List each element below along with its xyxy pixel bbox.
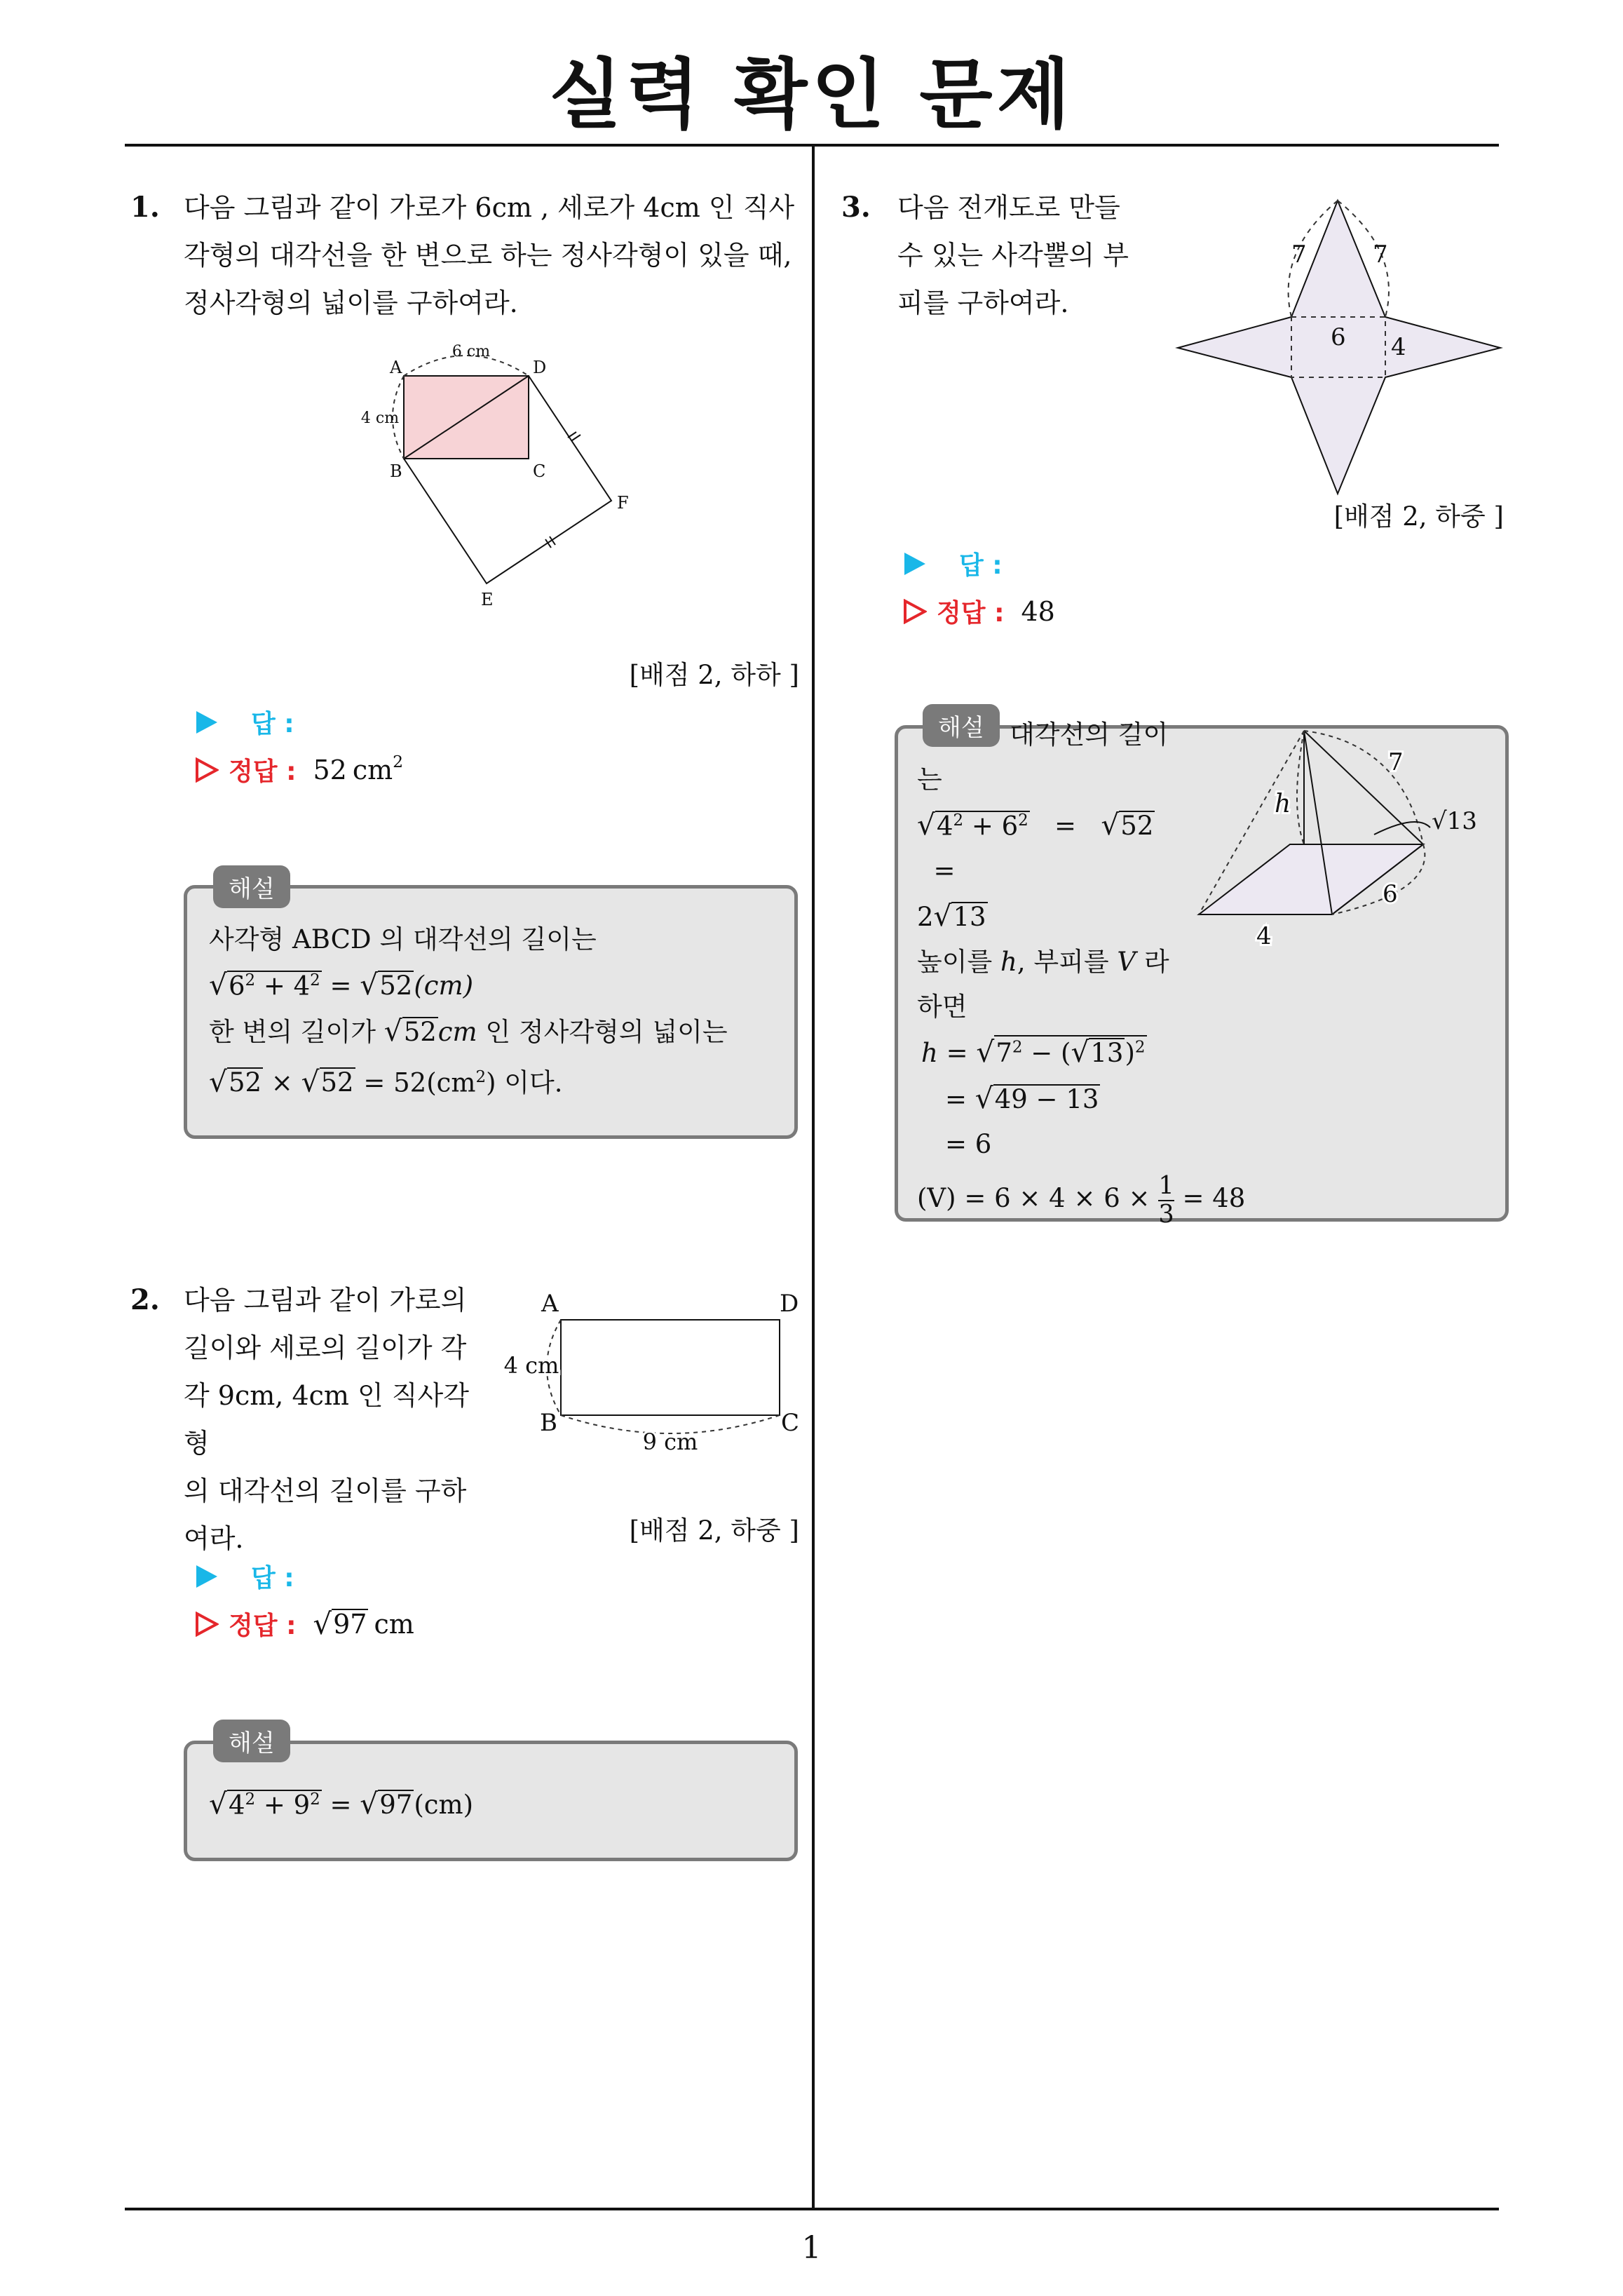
q1-answer-row: [196, 704, 294, 740]
q2-figure: [491, 1283, 813, 1459]
q1-correct-value: 52: [313, 754, 347, 785]
q1-sol-val: 52: [379, 971, 413, 1001]
q2-sol-eq: =: [330, 1790, 352, 1820]
q3-sol-line5-b: , 부피를: [1017, 947, 1109, 977]
q3-edge-right: 7: [1373, 241, 1388, 269]
q1-correct-unit: cm: [352, 754, 393, 785]
q3-sol-line5-v: V: [1117, 947, 1136, 977]
q3-fig-w: 6: [1383, 880, 1398, 908]
correct-triangle-icon: [903, 599, 927, 624]
q2-line: 각 9cm, 4cm 인 직사각형: [184, 1380, 469, 1459]
q3-fig-h: h: [1275, 790, 1291, 818]
q1-sol-line3-val: 52: [403, 1017, 437, 1047]
correct-triangle-icon: [195, 1612, 219, 1637]
q3-meta: [배점 2, 하중 ]: [1333, 501, 1504, 532]
q3-sol-line8-val: 49 − 13: [994, 1084, 1099, 1114]
q3-sol-line1: [917, 713, 1197, 757]
q3-sol-line4-val: 13: [953, 902, 986, 932]
q3-sol-line7-c: ): [1125, 1038, 1135, 1068]
q3-correct-value: 48: [1021, 595, 1055, 627]
q3-answer-row: [904, 546, 1003, 581]
q3-sol-sq-a: 4: [936, 811, 953, 841]
q3-sol-frac-num: 1: [1158, 1171, 1174, 1200]
q1-sol-line3-pre: 한 변의 길이가: [209, 1017, 376, 1047]
q1-sol-line3: 한 변의 길이가 √52cm 인 정사각형의 넓이는: [209, 1014, 728, 1048]
page-title: 실력 확인 문제: [548, 51, 1075, 139]
q2-answer-label: 답 :: [251, 1564, 294, 1593]
q3-answer-label: 답 :: [959, 551, 1003, 580]
q1-sol-eq: =: [330, 971, 352, 1001]
q2-label-C: C: [781, 1409, 800, 1437]
q1-sol-line4: $√52 \times √52 = 52(cm^2)$ 이다.: [209, 1065, 563, 1099]
q1-label-A: A: [390, 358, 402, 377]
q3-correct-label: 정답 :: [937, 599, 1005, 628]
q3-sol-line7: $h = √7^2 - (√13)^2$: [921, 1035, 1146, 1069]
q3-text: [897, 184, 1164, 327]
q1-sol-line4-a: 52: [228, 1067, 262, 1098]
q3-sol-line8: = √49 − 13: [945, 1081, 1099, 1115]
q1-sol-line1: 사각형 ABCD 의 대각선의 길이는: [209, 924, 597, 954]
column-divider: [812, 144, 815, 2209]
q1-meta: [배점 2, 하하 ]: [629, 660, 799, 690]
q2-sol-line: $√4^2 + 9^2 = √97(cm)$: [209, 1787, 474, 1821]
q3-base-h: 4: [1391, 333, 1406, 361]
q2-height-label: 4 cm: [503, 1352, 559, 1379]
q2-number: 2.: [130, 1283, 160, 1316]
q1-sol-line4-times: ×: [271, 1067, 293, 1098]
answer-triangle-icon: [904, 553, 925, 575]
answer-triangle-icon: [196, 711, 217, 734]
correct-triangle-icon: [195, 757, 219, 783]
q1-sol-line3-unit: cm: [437, 1017, 477, 1047]
q3-sol-line3: $√4^2 + 6^2$ = √52 =: [917, 808, 1154, 886]
q3-line: 수 있는 사각뿔의 부: [897, 240, 1129, 271]
q3-fig-diag-val: 13: [1446, 807, 1477, 835]
q3-sol-line7-a: 7: [996, 1038, 1012, 1068]
q3-sol-line5-c: 라: [1143, 947, 1169, 977]
q1-sol-unit: (cm): [414, 971, 474, 1001]
q2-sol-unit: (cm): [414, 1790, 474, 1820]
q3-sol-line10: [917, 1173, 1254, 1228]
q3-sol-line7-eq: =: [946, 1038, 968, 1068]
q3-base-w: 6: [1331, 323, 1346, 351]
q2-label-B: B: [540, 1409, 557, 1437]
q1-solution-tag: 해설: [213, 865, 290, 908]
q1-line: 정사각형의 넓이를 구하여라.: [184, 288, 518, 318]
q3-correct-row: [903, 593, 1055, 629]
q1-line: 다음 그림과 같이 가로가 6cm , 세로가 4cm 인 직사: [184, 192, 795, 223]
q1-figure: [351, 337, 645, 610]
q3-sol-line10-a: (V) = 6 × 4 × 6 ×: [917, 1183, 1150, 1214]
q3-sol-line8-eq: =: [945, 1084, 967, 1114]
page-number: 1: [801, 2230, 822, 2266]
footer-rule: [125, 2208, 1499, 2210]
q3-solution-text: [917, 713, 1246, 1229]
q1-solution-text: [209, 917, 784, 1105]
q2-sol-b: + 9: [263, 1790, 311, 1820]
q1-answer-label: 답 :: [251, 710, 294, 738]
q3-sol-line7-h: h: [921, 1038, 938, 1068]
q3-number: 3.: [841, 191, 871, 224]
q2-label-D: D: [780, 1290, 799, 1318]
q3-sol-line5-a: 높이를: [917, 947, 993, 977]
q1-sol-line4-b: 52: [320, 1067, 354, 1098]
q3-edge-left: 7: [1291, 241, 1307, 269]
q1-width-label: 6 cm: [451, 343, 491, 360]
q3-sol-line1-text: 대각선의 길이: [1010, 720, 1169, 750]
q2-solution-tag: 해설: [213, 1720, 290, 1762]
q1-sol-line4-post: ) 이다.: [486, 1067, 563, 1098]
q2-correct-unit: cm: [374, 1608, 414, 1640]
q2-sol-val: 97: [379, 1790, 413, 1820]
q2-width-label: 9 cm: [642, 1429, 698, 1455]
q2-line: 길이와 세로의 길이가 각: [184, 1332, 467, 1363]
q2-line: 다음 그림과 같이 가로의: [184, 1285, 467, 1316]
q3-net-figure: [1171, 189, 1507, 505]
q2-label-A: A: [541, 1290, 559, 1318]
q1-label-F: F: [617, 493, 629, 513]
q1-sol-line3-post: 인 정사각형의 넓이는: [485, 1017, 728, 1047]
q3-fig-d: 4: [1256, 922, 1272, 950]
q3-sol-line2: 는: [917, 764, 942, 795]
q3-sol-frac-den: 3: [1158, 1199, 1174, 1229]
q3-sol-line10-b: = 48: [1182, 1183, 1246, 1214]
q3-sol-fraction: [1158, 1173, 1174, 1228]
q3-sol-eq: =: [1054, 811, 1077, 841]
q3-sol-line6: 하면: [917, 992, 967, 1022]
q3-pyramid-figure: [1192, 722, 1507, 961]
q3-sol-line5-h: h: [1000, 947, 1017, 977]
q3-sol-coef: 2: [917, 902, 934, 932]
q2-solution-text: [209, 1781, 784, 1828]
q1-label-C: C: [533, 461, 546, 481]
q3-line: 다음 전개도로 만들: [897, 192, 1120, 223]
q1-sol-line2: $√6^2 + 4^2 = √52(cm)$: [209, 968, 474, 1001]
q1-label-E: E: [481, 590, 494, 609]
q1-number: 1.: [130, 191, 160, 224]
q2-correct-value: 97: [333, 1608, 367, 1640]
answer-triangle-icon: [196, 1565, 217, 1588]
q3-sol-line7-val: 13: [1090, 1038, 1124, 1068]
q2-correct-label: 정답 :: [229, 1612, 297, 1640]
q3-sol-line7-b: − (: [1031, 1038, 1071, 1068]
q3-fig-diag: √13: [1432, 807, 1477, 835]
q1-label-D: D: [533, 358, 547, 377]
q2-correct-row: 정답 : √ 97 cm: [195, 1606, 414, 1642]
q3-sol-val: 52: [1120, 811, 1154, 841]
q3-fig-slant: 7: [1388, 748, 1404, 776]
q1-line: 각형의 대각선을 한 변으로 하는 정사각형이 있을 때,: [184, 240, 792, 271]
q2-line: 여라.: [184, 1523, 244, 1554]
q1-sol-sq-a: 6: [228, 971, 245, 1001]
q2-meta: [배점 2, 하중 ]: [629, 1515, 799, 1546]
q3-sol-line9: = 6: [945, 1129, 992, 1159]
q1-correct-exp: 2: [393, 752, 404, 771]
q2-sol-a: 4: [228, 1790, 245, 1820]
q1-correct-row: [195, 752, 403, 788]
q1-height-label: 4 cm: [360, 410, 400, 427]
q1-sol-line4-eq: = 52(cm: [363, 1067, 476, 1098]
q2-line: 의 대각선의 길이를 구하: [184, 1475, 467, 1506]
q3-solution-tag: 해설: [923, 704, 1000, 747]
q3-sol-line5: [917, 940, 1197, 985]
q1-label-B: B: [390, 461, 402, 481]
q2-answer-row: [196, 1558, 294, 1594]
q3-line: 피를 구하여라.: [897, 288, 1069, 318]
q3-sol-line4: 2√13: [917, 899, 986, 933]
q1-correct-label: 정답 :: [229, 757, 297, 786]
q3-sol-eq2: =: [933, 856, 956, 886]
q2-text: [184, 1276, 492, 1562]
q2-rectangle: [561, 1320, 780, 1415]
q1-sol-sq-b: + 4: [263, 971, 311, 1001]
q1-text: [184, 184, 801, 327]
q3-sol-sq-b: + 6: [971, 811, 1019, 841]
